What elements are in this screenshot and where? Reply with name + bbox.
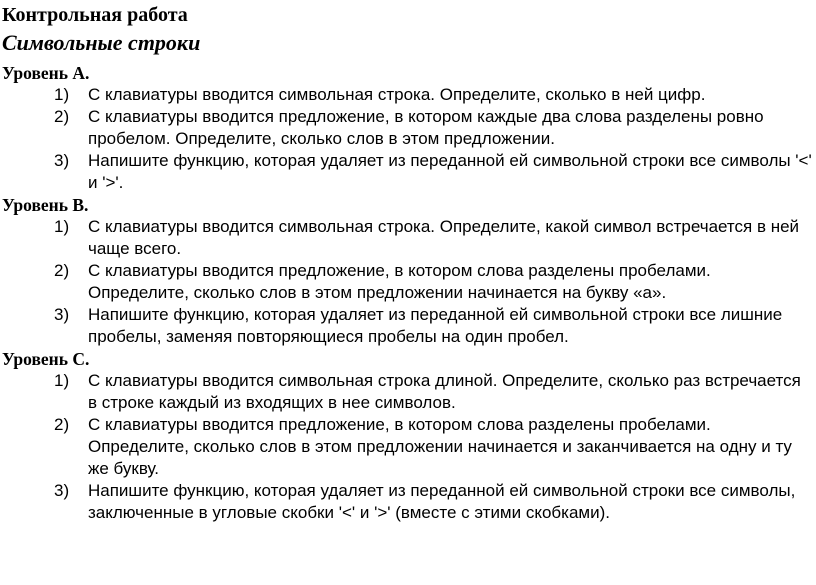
task-text: С клавиатуры вводится предложение, в котором слова разделены пробелами. Определите, сколько слов в этом предложении начинается на букву «а». [88, 261, 711, 302]
task-number: 3) [54, 151, 70, 170]
task-number: 2) [54, 415, 70, 434]
document-subtitle: Символьные строки [2, 30, 201, 55]
task-text: С клавиатуры вводится предложение, в котором слова разделены пробелами. Определите, сколько слов в этом предложении начинается и заканчивается на одну и ту же букву. [88, 415, 792, 478]
task-item [2, 260, 814, 304]
task-list [2, 216, 814, 348]
task-item [2, 216, 814, 260]
task-list [2, 84, 814, 194]
document-page [2, 0, 814, 524]
task-item [2, 370, 814, 414]
task-list [2, 370, 814, 524]
task-item [2, 414, 814, 480]
level-heading: Уровень А. [2, 63, 90, 83]
level-c [2, 348, 814, 524]
task-text: Напишите функцию, которая удаляет из переданной ей символьной строки все символы, заключенные в угловые скобки '<' и '>' (вместе с этими скобками). [88, 481, 796, 522]
level-b [2, 194, 814, 348]
level-a [2, 62, 814, 194]
task-number: 2) [54, 107, 70, 126]
task-text: Напишите функцию, которая удаляет из переданной ей символьной строки все лишние пробелы, заменяя повторяющиеся пробелы на один пробел. [88, 305, 783, 346]
level-heading: Уровень В. [2, 195, 89, 215]
task-text: С клавиатуры вводится символьная строка. Определите, какой символ встречается в ней чаще всего. [88, 217, 800, 258]
task-text: С клавиатуры вводится предложение, в котором каждые два слова разделены ровно пробелом. Определите, сколько слов в этом предложении. [88, 107, 764, 148]
task-number: 1) [54, 85, 70, 104]
task-number: 1) [54, 217, 70, 236]
task-item [2, 84, 814, 106]
task-item [2, 304, 814, 348]
task-item [2, 106, 814, 150]
task-item [2, 480, 814, 524]
task-number: 2) [54, 261, 70, 280]
task-number: 3) [54, 481, 70, 500]
document-title: Контрольная работа [2, 4, 188, 26]
level-heading: Уровень С. [2, 349, 90, 369]
task-text: Напишите функцию, которая удаляет из переданной ей символьной строки все символы '<' и '>'. [88, 151, 812, 192]
task-text: С клавиатуры вводится символьная строка длиной. Определите, сколько раз встречается в строке каждый из входящих в нее символов. [88, 371, 801, 412]
task-text: С клавиатуры вводится символьная строка. Определите, сколько в ней цифр. [88, 85, 706, 104]
task-number: 1) [54, 371, 70, 390]
task-item [2, 150, 814, 194]
task-number: 3) [54, 305, 70, 324]
